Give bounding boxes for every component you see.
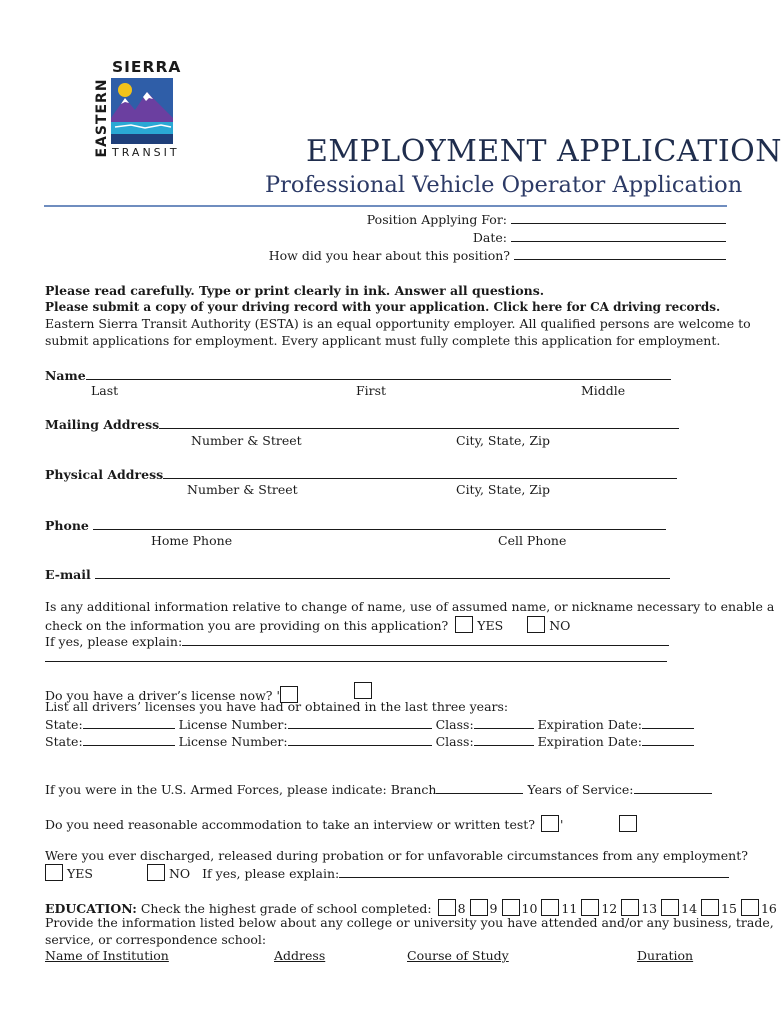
mailing-field[interactable] <box>159 416 679 429</box>
position-applying-label: Position Applying For: <box>366 212 508 227</box>
armed-forces-years-field[interactable] <box>634 781 712 794</box>
instructions-line-4: submit applications for employment. Every applicant must fully complete this application for employment. <box>45 333 721 348</box>
position-applying-field[interactable] <box>511 211 726 224</box>
accommodation-mark: ' <box>559 817 564 832</box>
name-middle-caption: Middle <box>581 383 626 398</box>
phone-cell-caption: Cell Phone <box>498 533 567 548</box>
hear-field[interactable] <box>514 247 726 260</box>
grade-9-checkbox[interactable] <box>470 899 488 916</box>
license-state-field[interactable] <box>83 733 175 746</box>
physical-row <box>45 466 677 482</box>
grade-13-checkbox[interactable] <box>621 899 639 916</box>
license-list-label: List all drivers’ licenses you have had or obtained in the last three years: <box>45 699 509 714</box>
grade-10-checkbox[interactable] <box>502 899 520 916</box>
grade-label: 13 <box>641 901 658 916</box>
mailing-label: Mailing Address <box>45 417 160 432</box>
email-field[interactable] <box>95 566 670 579</box>
name-change-yes-checkbox[interactable] <box>455 616 473 633</box>
grade-label: 9 <box>489 901 498 916</box>
license-class-label: Class: <box>435 717 474 732</box>
phone-home-caption: Home Phone <box>151 533 233 548</box>
instructions-line-2[interactable]: Please submit a copy of your driving record with your application. Click here for CA driving records. <box>45 300 721 314</box>
license-row-1 <box>45 716 694 732</box>
page-title: EMPLOYMENT APPLICATION <box>306 134 782 169</box>
license-class-field[interactable] <box>474 733 534 746</box>
grade-11-checkbox[interactable] <box>541 899 559 916</box>
discharge-answer-row <box>45 864 729 881</box>
physical-city-caption: City, State, Zip <box>456 482 551 497</box>
grade-label: 10 <box>521 901 538 916</box>
name-field[interactable] <box>86 367 671 380</box>
armed-forces-label: If you were in the U.S. Armed Forces, please indicate: Branch <box>45 782 437 797</box>
date-label: Date: <box>472 230 508 245</box>
name-change-question-2-text: check on the information you are providing on this application? <box>45 618 449 633</box>
license-number-field[interactable] <box>288 733 432 746</box>
license-exp-label: Expiration Date: <box>537 717 642 732</box>
license-row-2 <box>45 733 694 749</box>
name-change-no-checkbox[interactable] <box>527 616 545 633</box>
license-state-label: State: <box>45 717 83 732</box>
armed-forces-branch-field[interactable] <box>436 781 523 794</box>
discharge-explain-field[interactable] <box>339 865 729 878</box>
grade-label: 12 <box>601 901 618 916</box>
name-change-question-2 <box>45 616 570 633</box>
armed-forces-row <box>45 781 712 797</box>
license-number-label: License Number: <box>178 717 288 732</box>
grade-label: 11 <box>561 901 578 916</box>
discharge-no-label: NO <box>168 866 191 881</box>
license-exp-field[interactable] <box>642 733 694 746</box>
phone-field[interactable] <box>93 517 666 530</box>
license-question: Do you have a driver’s license now? <box>45 688 273 703</box>
accommodation-row <box>45 815 637 832</box>
grade-12-checkbox[interactable] <box>581 899 599 916</box>
physical-field[interactable] <box>163 466 677 479</box>
logo-transit-text: TRANSIT <box>112 146 180 159</box>
education-grades <box>436 901 777 916</box>
grade-label: 14 <box>681 901 698 916</box>
discharge-yes-label: YES <box>67 866 93 881</box>
grade-label: 16 <box>760 901 777 916</box>
discharge-yes-checkbox[interactable] <box>45 864 63 881</box>
mailing-city-caption: City, State, Zip <box>456 433 551 448</box>
education-label: EDUCATION: <box>45 901 137 916</box>
col-duration: Duration <box>637 948 694 963</box>
accommodation-question: Do you need reasonable accommodation to take an interview or written test? <box>45 817 535 832</box>
education-text: Check the highest grade of school completed: <box>140 901 432 916</box>
logo-eastern-text: EASTERN <box>94 78 110 158</box>
date-row <box>473 229 726 246</box>
logo-sierra-text: SIERRA <box>112 58 182 76</box>
name-change-explain-line-2[interactable] <box>45 649 667 662</box>
education-line-3: service, or correspondence school: <box>45 932 267 947</box>
education-line-2: Provide the information listed below about any college or university you have attended and/or any business, trade, <box>45 915 774 930</box>
instructions-line-3: Eastern Sierra Transit Authority (ESTA) is an equal opportunity employer. All qualified persons are welcome to <box>45 316 751 331</box>
col-institution: Name of Institution <box>45 948 169 963</box>
armed-forces-years-label: Years of Service: <box>527 782 634 797</box>
hear-row <box>269 247 726 264</box>
name-first-caption: First <box>356 383 387 398</box>
license-exp-label: Expiration Date: <box>537 734 642 749</box>
license-class-field[interactable] <box>474 716 534 729</box>
name-change-question-1: Is any additional information relative to change of name, use of assumed name, or nickname necessary to enable a <box>45 599 775 614</box>
header-divider <box>44 205 727 207</box>
mailing-row <box>45 416 679 432</box>
accommodation-yes-checkbox[interactable] <box>541 815 559 832</box>
email-label: E-mail <box>45 567 91 582</box>
license-number-field[interactable] <box>288 716 432 729</box>
name-change-explain-row <box>45 633 669 649</box>
license-state-field[interactable] <box>83 716 175 729</box>
physical-street-caption: Number & Street <box>187 482 298 497</box>
license-state-label: State: <box>45 734 83 749</box>
license-no-checkbox[interactable] <box>354 682 372 699</box>
hear-label: How did you hear about this position? <box>268 248 511 263</box>
license-question-mark: ' <box>276 688 280 703</box>
mountain-logo-icon <box>111 78 173 144</box>
accommodation-no-checkbox[interactable] <box>619 815 637 832</box>
name-row <box>45 367 671 383</box>
license-class-label: Class: <box>435 734 474 749</box>
grade-8-checkbox[interactable] <box>438 899 456 916</box>
name-change-explain-label: If yes, please explain: <box>45 634 183 649</box>
phone-label: Phone <box>45 518 89 533</box>
physical-label: Physical Address <box>45 467 164 482</box>
grade-14-checkbox[interactable] <box>661 899 679 916</box>
col-course: Course of Study <box>407 948 509 963</box>
license-exp-field[interactable] <box>642 716 694 729</box>
name-change-explain-field[interactable] <box>182 633 669 646</box>
name-change-yes-label: YES <box>477 618 504 633</box>
grade-label: 8 <box>457 901 466 916</box>
instructions-line-1: Please read carefully. Type or print clearly in ink. Answer all questions. <box>45 283 545 298</box>
mailing-street-caption: Number & Street <box>191 433 302 448</box>
discharge-no-checkbox[interactable] <box>147 864 165 881</box>
grade-label: 15 <box>721 901 737 916</box>
name-change-no-label: NO <box>549 618 571 633</box>
email-row <box>45 566 670 582</box>
date-field[interactable] <box>511 229 726 242</box>
position-applying-row <box>367 211 726 228</box>
license-number-label: License Number: <box>178 734 288 749</box>
grade-15-checkbox[interactable] <box>701 899 719 916</box>
page-subtitle: Professional Vehicle Operator Application <box>265 172 743 198</box>
name-last-caption: Last <box>91 383 119 398</box>
phone-row <box>45 517 666 533</box>
discharge-explain-label: If yes, please explain: <box>202 866 340 881</box>
name-label: Name <box>45 368 86 383</box>
grade-16-checkbox[interactable] <box>741 899 759 916</box>
education-row <box>45 899 777 916</box>
logo <box>90 58 182 160</box>
col-address: Address <box>274 948 326 963</box>
discharge-question: Were you ever discharged, released during probation or for unfavorable circumstances from any employment? <box>45 848 748 863</box>
